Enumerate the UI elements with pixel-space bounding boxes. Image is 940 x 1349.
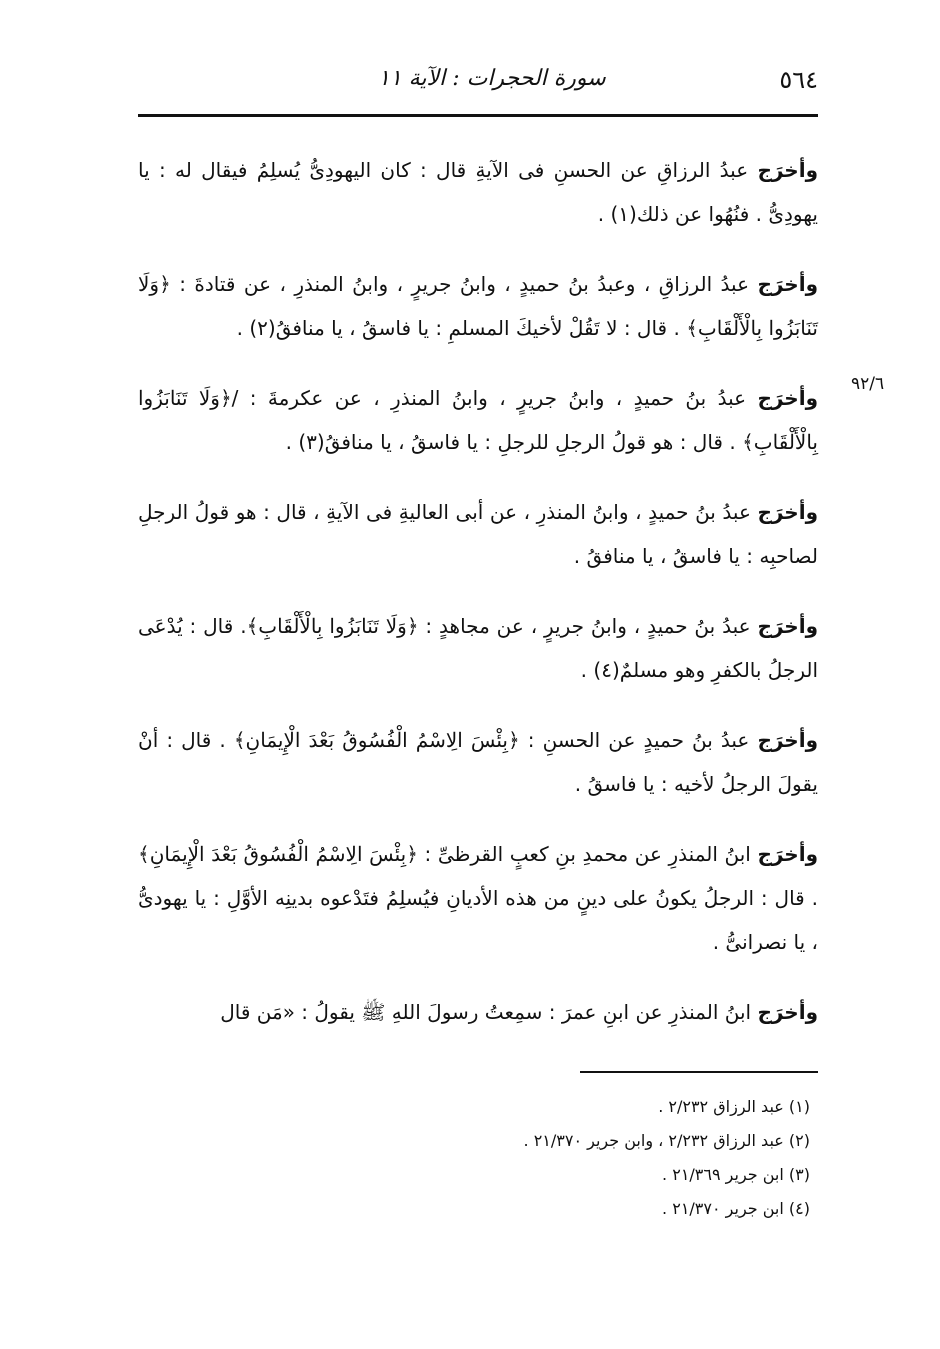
paragraph-lead: وأخرَج	[757, 1000, 818, 1024]
quran-verse: ﴿بِئْسَ الِاسْمُ الْفُسُوقُ بَعْدَ الْإِيمَانِ﴾	[138, 842, 418, 866]
paragraph-text: عبدُ بنُ حميدٍ ، وابنُ جريرٍ ، عن مجاهدٍ :	[418, 614, 758, 638]
paragraph	[138, 832, 818, 964]
footnote: (١) عبد الرزاق ٢/٢٣٢ .	[658, 1097, 810, 1116]
paragraph-text-continued: . قال : أنْ يقولَ الرجلُ لأخيه : يا فاسقُ .	[138, 728, 818, 796]
quran-verse: ﴿وَلَا تَنَابَزُوا بِالْأَلْقَابِ﴾	[138, 272, 818, 340]
paragraph-lead: وأخرَج	[757, 728, 818, 752]
paragraph-text: عبدُ الرزاقِ عن الحسنِ فى الآيةِ قال : كان اليهودِىُّ يُسلِمُ فيقال له : يا يهودِىُّ . فنُهُوا عن ذلك(١) .	[138, 158, 818, 226]
paragraph	[138, 376, 818, 464]
paragraph-lead: وأخرَج	[757, 500, 818, 524]
paragraph	[138, 490, 818, 578]
footnotes	[360, 1090, 810, 1226]
margin-reference: ٩٢/٦	[851, 374, 885, 394]
footnote: (٢) عبد الرزاق ٢/٢٣٢ ، وابن جرير ٢١/٣٧٠ .	[523, 1131, 810, 1150]
quran-verse: ﴿وَلَا تَنَابَزُوا بِالْأَلْقَابِ﴾	[138, 386, 818, 454]
footnote-rule	[580, 1071, 818, 1073]
paragraph-lead: وأخرَج	[757, 386, 818, 410]
paragraph-text: ابنُ المنذرِ عن ابنِ عمرَ : سمِعتُ رسولَ اللهِ ﷺ يقولُ : «مَن قال	[220, 1000, 758, 1024]
paragraph-text: عبدُ بنُ حميدٍ عن الحسنِ :	[519, 728, 758, 752]
paragraph-text-continued: . قال : هو قولُ الرجلِ للرجلِ : يا فاسقُ ، يا منافقُ(٣) .	[285, 430, 743, 454]
page-number: ٥٦٤	[779, 66, 818, 94]
header-rule	[138, 114, 818, 117]
footnote: (٤) ابن جرير ٢١/٣٧٠ .	[662, 1199, 810, 1218]
paragraph-lead: وأخرَج	[757, 158, 818, 182]
paragraph	[138, 990, 818, 1034]
paragraph-lead: وأخرَج	[757, 614, 818, 638]
main-text	[138, 148, 818, 1060]
paragraph-text-continued: . قال : الرجلُ يكونُ على دينٍ من هذه الأديانِ فيُسلِمُ فتَدْعوه بدينِه الأوَّلِ : يا يهودىُّ ، يا نصرانىُّ .	[138, 886, 818, 954]
quran-verse: ﴿وَلَا تَنَابَزُوا بِالْأَلْقَابِ﴾	[246, 614, 419, 638]
paragraph-lead: وأخرَج	[757, 272, 818, 296]
quran-verse: ﴿بِئْسَ الِاسْمُ الْفُسُوقُ بَعْدَ الْإِيمَانِ﴾	[233, 728, 520, 752]
paragraph-lead: وأخرَج	[757, 842, 818, 866]
paragraph-text: عبدُ الرزاقِ ، وعبدُ بنُ حميدٍ ، وابنُ جريرٍ ، وابنُ المنذرِ ، عن قتادةَ :	[170, 272, 758, 296]
paragraph-text-continued: . قال : لا تَقُلْ لأخيكَ المسلمِ : يا فاسقُ ، يا منافقُ(٢) .	[236, 316, 687, 340]
paragraph	[138, 604, 818, 692]
paragraph	[138, 262, 818, 350]
paragraph-text-continued: . قال : يُدْعَى الرجلُ بالكفرِ وهو مسلمٌ(٤) .	[138, 614, 818, 682]
page-header	[138, 66, 818, 106]
paragraph-text: عبدُ بنُ حميدٍ ، وابنُ المنذرِ ، عن أبى العاليةِ فى الآيةِ ، قال : هو قولُ الرجلِ لصاحبِه : يا فاسقُ ، يا منافقُ .	[138, 500, 818, 568]
paragraph	[138, 718, 818, 806]
paragraph	[138, 148, 818, 236]
paragraph-text: عبدُ بنُ حميدٍ ، وابنُ جريرٍ ، وابنُ المنذرِ ، عن عكرمةَ : /	[231, 386, 758, 410]
running-title: سورة الحجرات : الآية ١١	[378, 66, 606, 91]
paragraph-text: ابنُ المنذرِ عن محمدِ بنِ كعبٍ القرظىِّ :	[417, 842, 758, 866]
footnote: (٣) ابن جرير ٢١/٣٦٩ .	[662, 1165, 810, 1184]
